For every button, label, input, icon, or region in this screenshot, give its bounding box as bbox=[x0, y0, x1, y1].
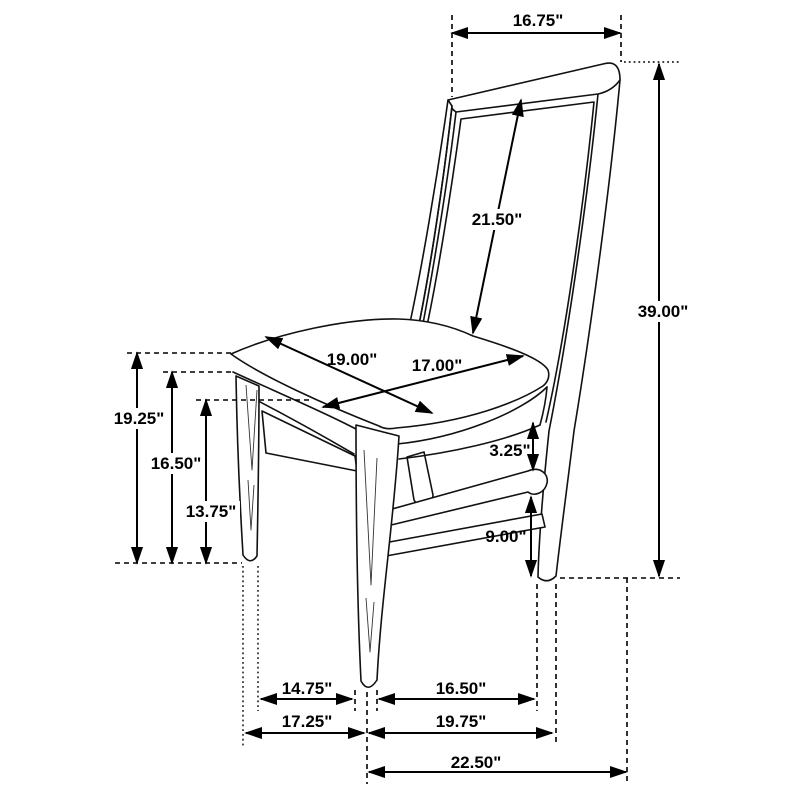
chair-front-stretcher bbox=[262, 411, 357, 471]
chair-back-post-right bbox=[538, 80, 620, 581]
dim-label-overall-height: 39.00" bbox=[637, 302, 689, 321]
dim-label-back-height: 21.50" bbox=[471, 210, 523, 229]
chair-corner-brace bbox=[407, 452, 433, 505]
chair-front-right-leg bbox=[356, 425, 399, 687]
dim-label-back-top-width: 16.75" bbox=[512, 11, 564, 30]
dim-label-seat-width: 17.00" bbox=[411, 356, 463, 375]
dim-label-apron-to-stretcher: 3.25" bbox=[489, 441, 531, 460]
dim-label-leg-height: 13.75" bbox=[185, 502, 237, 521]
dim-label-front-leg-spacing: 14.75" bbox=[281, 679, 333, 698]
chair-back-post-left bbox=[408, 100, 452, 334]
chair-drawing bbox=[231, 63, 620, 687]
dim-label-side-leg-spacing: 16.50" bbox=[435, 679, 487, 698]
dim-label-seat-depth: 19.00" bbox=[326, 350, 378, 369]
dim-label-overall-depth: 22.50" bbox=[450, 753, 502, 772]
dim-label-base-front-width: 17.25" bbox=[281, 712, 333, 731]
dim-label-seat-frame-height: 16.50" bbox=[150, 454, 202, 473]
dim-label-stretcher-height: 9.00" bbox=[485, 527, 527, 546]
dim-label-base-side-depth: 19.75" bbox=[435, 712, 487, 731]
dim-label-seat-height: 19.25" bbox=[113, 409, 165, 428]
